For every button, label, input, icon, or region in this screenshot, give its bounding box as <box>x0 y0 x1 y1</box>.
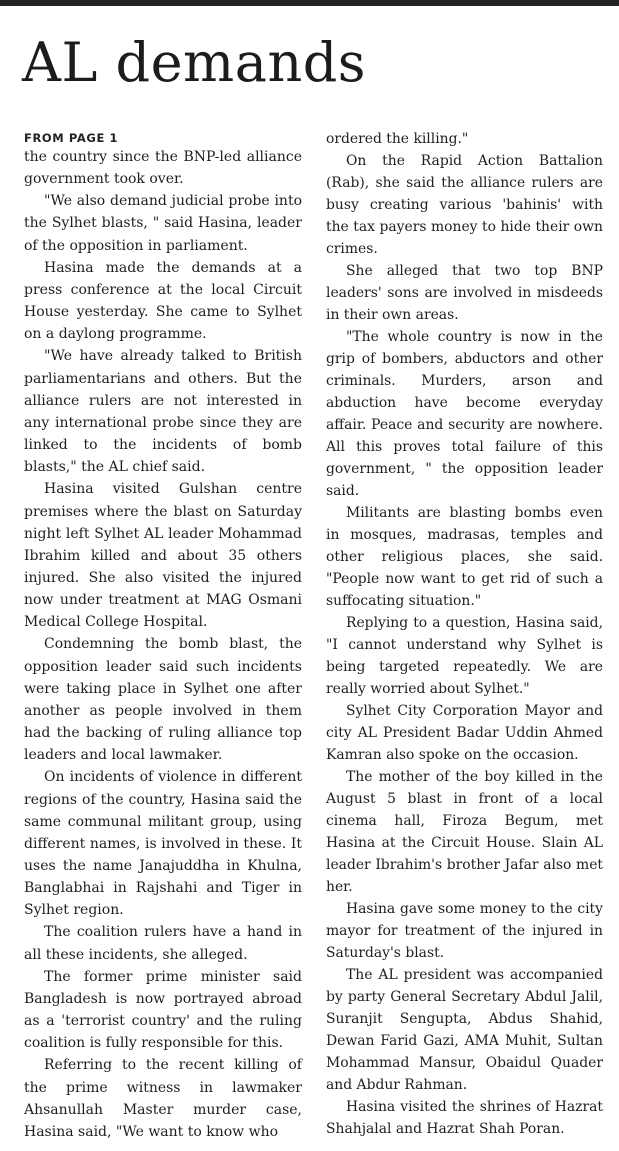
paragraph: the country since the BNP-led alliance government took over. <box>24 149 302 188</box>
paragraph: "The whole country is now in the grip of bombers, abductors and other criminals. Murders, arson and abduction have become everyday affair. Peace and security are nowhere. All this proves total failure of this government, " the opposition leader said. <box>326 329 603 499</box>
paragraph: ordered the killing." <box>326 131 469 147</box>
paragraph: Replying to a question, Hasina said, "I cannot understand why Sylhet is being targeted repeatedly. We are really worried about Sylhet." <box>326 615 603 697</box>
paragraph: She alleged that two top BNP leaders' sons are involved in misdeeds in their own areas. <box>326 263 603 323</box>
paragraph: "We have already talked to British parliamentarians and others. But the alliance rulers are not interested in any international probe since they are linked to the incidents of bomb blasts," the AL chief said. <box>24 348 302 476</box>
left-column <box>24 128 302 1143</box>
paragraph: Militants are blasting bombs even in mosques, madrasas, temples and other religious places, she said. "People now want to get rid of such a suffocating situation." <box>326 505 603 609</box>
headline: AL demands <box>22 31 367 94</box>
kicker-from-page: FROM PAGE 1 <box>24 131 119 145</box>
top-border-rule <box>0 0 619 6</box>
paragraph: Condemning the bomb blast, the opposition leader said such incidents were taking place in Sylhet one after another as people involved in them had the backing of ruling alliance top leaders and local lawmaker. <box>24 636 302 764</box>
paragraph: The AL president was accompanied by party General Secretary Abdul Jalil, Suranjit Sengupta, Abdus Shahid, Dewan Farid Gazi, AMA Muhit, Sultan Mohammad Mansur, Obaidul Quader and Abdur Rahman. <box>326 967 603 1093</box>
paragraph: Hasina made the demands at a press conference at the local Circuit House yesterday. She came to Sylhet on a daylong programme. <box>24 259 302 343</box>
paragraph: On the Rapid Action Battalion (Rab), she said the alliance rulers are busy creating various 'bahinis' with the tax payers money to hide their own crimes. <box>326 153 603 257</box>
paragraph: Hasina visited Gulshan centre premises where the blast on Saturday night left Sylhet AL leader Mohammad Ibrahim killed and about 35 others injured. She also visited the injured now under treatment at MAG Osmani Medical College Hospital. <box>24 481 302 631</box>
paragraph: Referring to the recent killing of the prime witness in lawmaker Ahsanullah Master murder case, Hasina said, "We want to know who <box>24 1057 302 1140</box>
paragraph: Sylhet City Corporation Mayor and city AL President Badar Uddin Ahmed Kamran also spoke on the occasion. <box>326 703 603 763</box>
paragraph: Hasina gave some money to the city mayor for treatment of the injured in Saturday's blast. <box>326 901 603 961</box>
paragraph: The mother of the boy killed in the August 5 blast in front of a local cinema hall, Firoza Begum, met Hasina at the Circuit House. Slain AL leader Ibrahim's brother Jafar also met her. <box>326 769 603 895</box>
right-column <box>326 128 603 1140</box>
paragraph: "We also demand judicial probe into the Sylhet blasts, " said Hasina, leader of the opposition in parliament. <box>24 193 302 254</box>
paragraph: On incidents of violence in different regions of the country, Hasina said the same communal militant group, using different names, is involved in these. It uses the name Janajuddha in Khulna, Banglabhai in Rajshahi and Tiger in Sylhet region. <box>24 769 302 919</box>
paragraph: Hasina visited the shrines of Hazrat Shahjalal and Hazrat Shah Poran. <box>326 1099 603 1137</box>
paragraph: The coalition rulers have a hand in all these incidents, she alleged. <box>24 924 302 963</box>
paragraph: The former prime minister said Bangladesh is now portrayed abroad as a 'terrorist country' and the ruling coalition is fully responsible for this. <box>24 968 302 1052</box>
